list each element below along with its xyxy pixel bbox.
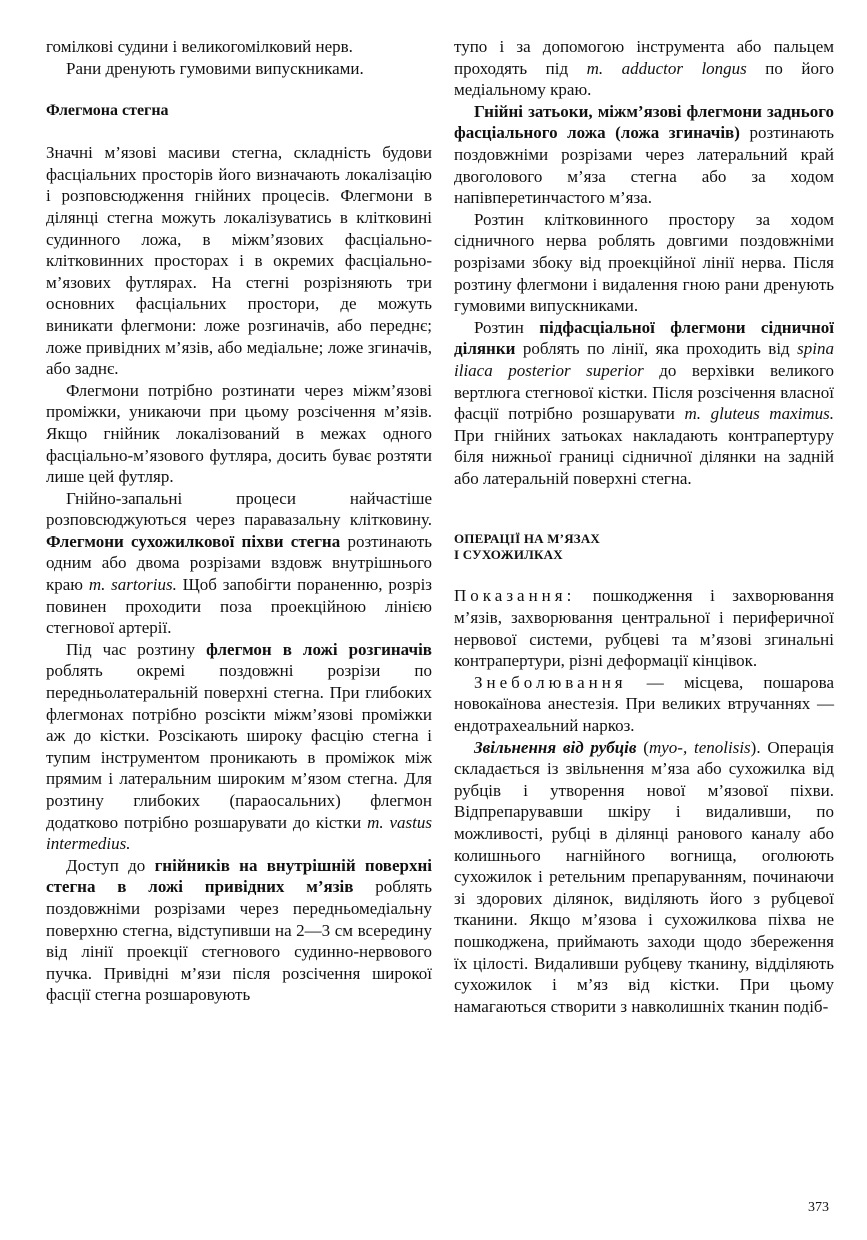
- right-column: [454, 36, 834, 1017]
- paragraph: [454, 737, 834, 1018]
- latin-term: m. vastus intermedius.: [46, 812, 433, 854]
- paragraph: Значні м’язові масиви стегна, складність будови фасціальних просторів його визначають локалізацію і розповсюдження гнійних процесів. Флегмони в ділянці стегна можуть локалізуватись в клітковині судинного ложа, в міжм’язових фасціально-клітковинних просторах і в окремих фасціально-м’язових футлярах. На стегні розрізняють три основних фасціальних простори, де можуть виникати флегмони: ложе розгиначів, або переднє; ложе привідних м’язів, або медіальне; ложе згиначів, або заднє.: [46, 143, 432, 379]
- bold-term: гнійників на внутрішній поверхні стегна в ложі привідних м’язів: [46, 855, 432, 897]
- text-run: Гнійно-запальні процеси найчастіше розповсюджуються через паравазальну клітковину.: [46, 488, 432, 530]
- text-run: тупо і за допомогою інструмента або пальцем проходять під: [454, 37, 834, 78]
- text-run: (: [636, 737, 649, 757]
- text-run: роблять поздовжніми розрізами через передньомедіальну поверхню стегна, відступивши на 2—3 см всередину від лінії проекції стегнового судинно-нервового пучка. Привідні м’язи після розсічення широкої фасції стегна розшаровують: [46, 877, 432, 1005]
- text-run: Щоб запобігти пораненню, розріз повинен проходити поза проекційною лінією стегнової артерії.: [46, 575, 433, 638]
- bold-term: флегмон в ложі розгиначів: [206, 639, 432, 659]
- text-run: Доступ до: [66, 855, 155, 875]
- text-run: ). Операція складається із звільнення м’яза або сухожилка від рубців і утворення нової м’язової піхви. Відпрепарувавши шкіру і видаливши, по можливості, рубці в ділянці ранового каналу або колишнього нагнійного вогнища, оголюють сухожилок і ретельним препаруванням, починаючи зі здорових ділянок, виділяють його з рубцевої тканини. Якщо м’язова і сухожилкова піхва не пошкоджена, приймають заходи щодо збереження їх цілості. Видаливши рубцеву тканину, відділяють сухожилок і м’яз від кістки. При цьому намагаються створити з навколишніх тканин подіб-: [454, 737, 834, 1016]
- paragraph: [46, 855, 432, 1006]
- text-run: пошкодження і захворювання м’язів, захворювання центральної і периферичної нервової системи, рубцеві та м’язові згинальні контрапертури, різні деформації кінцівок.: [454, 586, 834, 671]
- heading-line: ОПЕРАЦІЇ НА М’ЯЗАХ: [454, 531, 601, 547]
- text-run: розтинають поздовжніми розрізами через латеральний край двоголового м’яза стегна або за ходом напівперетинчастого м’яза.: [454, 123, 835, 208]
- paragraph: Флегмони потрібно розтинати через міжм’язові проміжки, уникаючи при цьому розсічення м’язів. Якщо гнійник локалізований в межах одного фасціально-м’язового футляра, досить буває розтяти лише цей футляр.: [46, 380, 432, 487]
- text-run: При гнійних затьоках накладають контрапертуру біля нижньої границі сідничної ділянки на задній або латеральній поверхні стегна.: [454, 425, 834, 488]
- paragraph: Рани дренують гумовими випускниками.: [66, 58, 364, 78]
- latin-term: spina iliaca posterior superior: [454, 339, 834, 380]
- latin-term: m. gluteus maximus.: [684, 404, 834, 424]
- text-run: — місцева, пошарова новокаїнова анестезія. При великих втручаннях — ендотрахеальний наркоз.: [454, 672, 834, 736]
- spaced-term: Показання:: [454, 586, 576, 606]
- paragraph: [454, 36, 834, 101]
- text-run: Під час розтину: [66, 639, 207, 659]
- spaced-term: Знеболювання: [474, 672, 627, 692]
- text-run: розтинають одним або двома розрізами вздовж внутрішнього краю: [46, 531, 432, 595]
- section-heading: Флегмона стегна: [46, 102, 169, 120]
- text-run: Розтин: [474, 317, 540, 337]
- text-run: роблять по лінії, яка проходить від: [515, 339, 798, 359]
- paragraph: [46, 639, 432, 855]
- bold-term: Гнійні затьоки, міжм’язові флегмони заднього фасціального ложа (ложа згиначів): [454, 101, 834, 143]
- latin-term: myo-, tenolisis: [648, 737, 751, 757]
- paragraph: [46, 488, 432, 639]
- paragraph: [454, 672, 834, 737]
- page-number: 373: [808, 1200, 829, 1215]
- bold-term: підфасціальної флегмони сідничної ділянки: [454, 317, 834, 359]
- paragraph: Розтин клітковинного простору за ходом сідничного нерва роблять довгими поздовжніми розрізами збоку від проекційної лінії нерва. Після розтину флегмони і видалення гною рани дренують гумовими випускниками.: [454, 209, 834, 316]
- paragraph: [454, 317, 834, 490]
- text-run: до верхівки великого вертлюга стегнової кістки. Після розсічення власної фасції потрібно розшарувати: [454, 360, 835, 424]
- left-column: [46, 36, 432, 1006]
- paragraph: [454, 585, 834, 671]
- section-heading: [454, 531, 834, 563]
- bold-term: Флегмони сухожилкової піхви стегна: [46, 531, 341, 551]
- paragraph: [454, 101, 834, 209]
- latin-term: m. sartorius.: [88, 575, 177, 595]
- text-run: по його медіальному краю.: [454, 58, 834, 100]
- heading-line: І СУХОЖИЛКАХ: [454, 547, 563, 563]
- bold-italic-term: Звільнення від рубців: [474, 737, 637, 757]
- paragraph: гомілкові судини і великогомілковий нерв.: [46, 37, 353, 56]
- latin-term: m. adductor longus: [586, 58, 747, 78]
- text-run: роблять окремі поздовжні розрізи по передньолатеральній поверхні стегна. При глибоких флегмонах потрібно розсікти міжм’язові проміжки аж до кістки. Розсікають широку фасцію стегна і тупим інструментом проникають в проміжок між прямим і латеральним широким м’язом стегна. Для розтину глибоких (параосальних) флегмон додатково потрібно розшарувати до кістки: [46, 661, 432, 832]
